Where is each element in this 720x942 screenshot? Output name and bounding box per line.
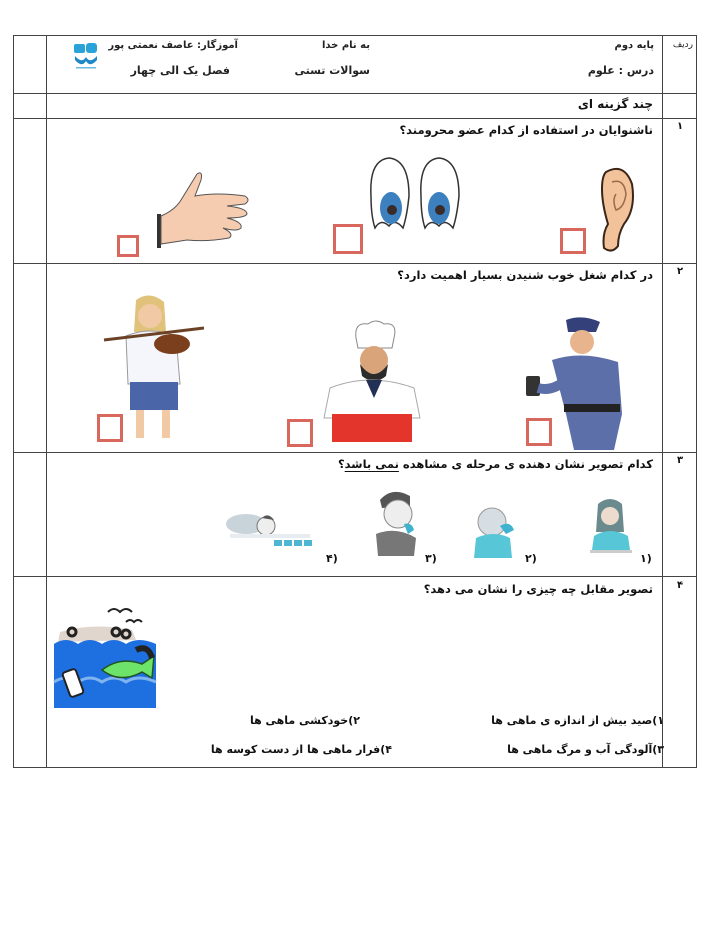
q1-divider bbox=[14, 263, 696, 264]
question-3-underlined-word: نمی باشد bbox=[344, 457, 399, 471]
boy-thinking-icon bbox=[370, 488, 422, 556]
question-text-2: در کدام شغل خوب شنیدن بسیار اهمیت دارد؟ bbox=[397, 268, 653, 282]
question-number-3: ۳ bbox=[676, 455, 684, 466]
section-title: چند گزینه ای bbox=[577, 97, 653, 111]
teacher-name: آموزگار: عاصف نعمتی پور bbox=[108, 40, 238, 51]
q2-divider bbox=[14, 452, 696, 453]
question-number-4: ۴ bbox=[676, 580, 684, 591]
q4-option-1[interactable]: ۱)صید بیش از اندازه ی ماهی ها bbox=[491, 714, 664, 727]
q1-checkbox-ear[interactable] bbox=[560, 228, 586, 254]
child-smelling-icon bbox=[470, 500, 522, 558]
chef-icon bbox=[310, 318, 432, 444]
child-lying-with-cups-icon bbox=[216, 504, 320, 556]
chapters-label: فصل یک الی چهار bbox=[130, 64, 230, 77]
question-text-4: تصویر مقابل چه چیزی را نشان می دهد؟ bbox=[423, 582, 653, 596]
left-column-divider bbox=[46, 36, 47, 767]
basmala: به نام خدا bbox=[321, 40, 370, 51]
grade-label: پایه دوم bbox=[614, 40, 654, 51]
question-text-3: کدام تصویر نشان دهنده ی مرحله ی مشاهده نمی باشد؟ bbox=[337, 457, 653, 471]
section-divider bbox=[14, 118, 696, 119]
number-column-divider bbox=[662, 36, 663, 767]
q3-option-4[interactable]: (۴ bbox=[326, 552, 338, 565]
q2-checkbox-violinist[interactable] bbox=[97, 414, 123, 442]
hand-icon bbox=[157, 170, 252, 248]
school-logo-icon bbox=[72, 42, 100, 70]
polluted-sea-icon bbox=[52, 604, 158, 710]
q3-option-2[interactable]: (۲ bbox=[525, 552, 537, 565]
q2-checkbox-police[interactable] bbox=[526, 418, 552, 446]
q1-checkbox-eyes[interactable] bbox=[333, 224, 363, 254]
header-divider bbox=[14, 93, 696, 94]
question-number-1: ۱ bbox=[676, 121, 684, 132]
eyes-icon bbox=[367, 156, 463, 234]
q3-option-3[interactable]: (۳ bbox=[425, 552, 437, 565]
q4-option-4[interactable]: ۴)فرار ماهی ها از دست کوسه ها bbox=[210, 743, 392, 756]
q1-checkbox-hand[interactable] bbox=[117, 235, 139, 257]
radif-label: ردیف bbox=[672, 40, 693, 50]
question-text-1: ناشنوایان در استفاده از کدام عضو محرومند؟ bbox=[399, 123, 653, 137]
q4-option-3[interactable]: ۳)آلودگی آب و مرگ ماهی ها bbox=[507, 743, 664, 756]
q3-divider bbox=[14, 576, 696, 577]
q4-option-2[interactable]: ۲)خودکشی ماهی ها bbox=[249, 714, 360, 727]
test-type: سوالات تستی bbox=[294, 64, 370, 77]
question-number-2: ۲ bbox=[676, 266, 684, 277]
girl-observing-icon bbox=[588, 496, 634, 556]
q2-checkbox-chef[interactable] bbox=[287, 419, 313, 447]
ear-icon bbox=[594, 164, 636, 254]
subject-label: درس : علوم bbox=[587, 64, 654, 77]
q3-option-1[interactable]: (۱ bbox=[640, 552, 652, 565]
